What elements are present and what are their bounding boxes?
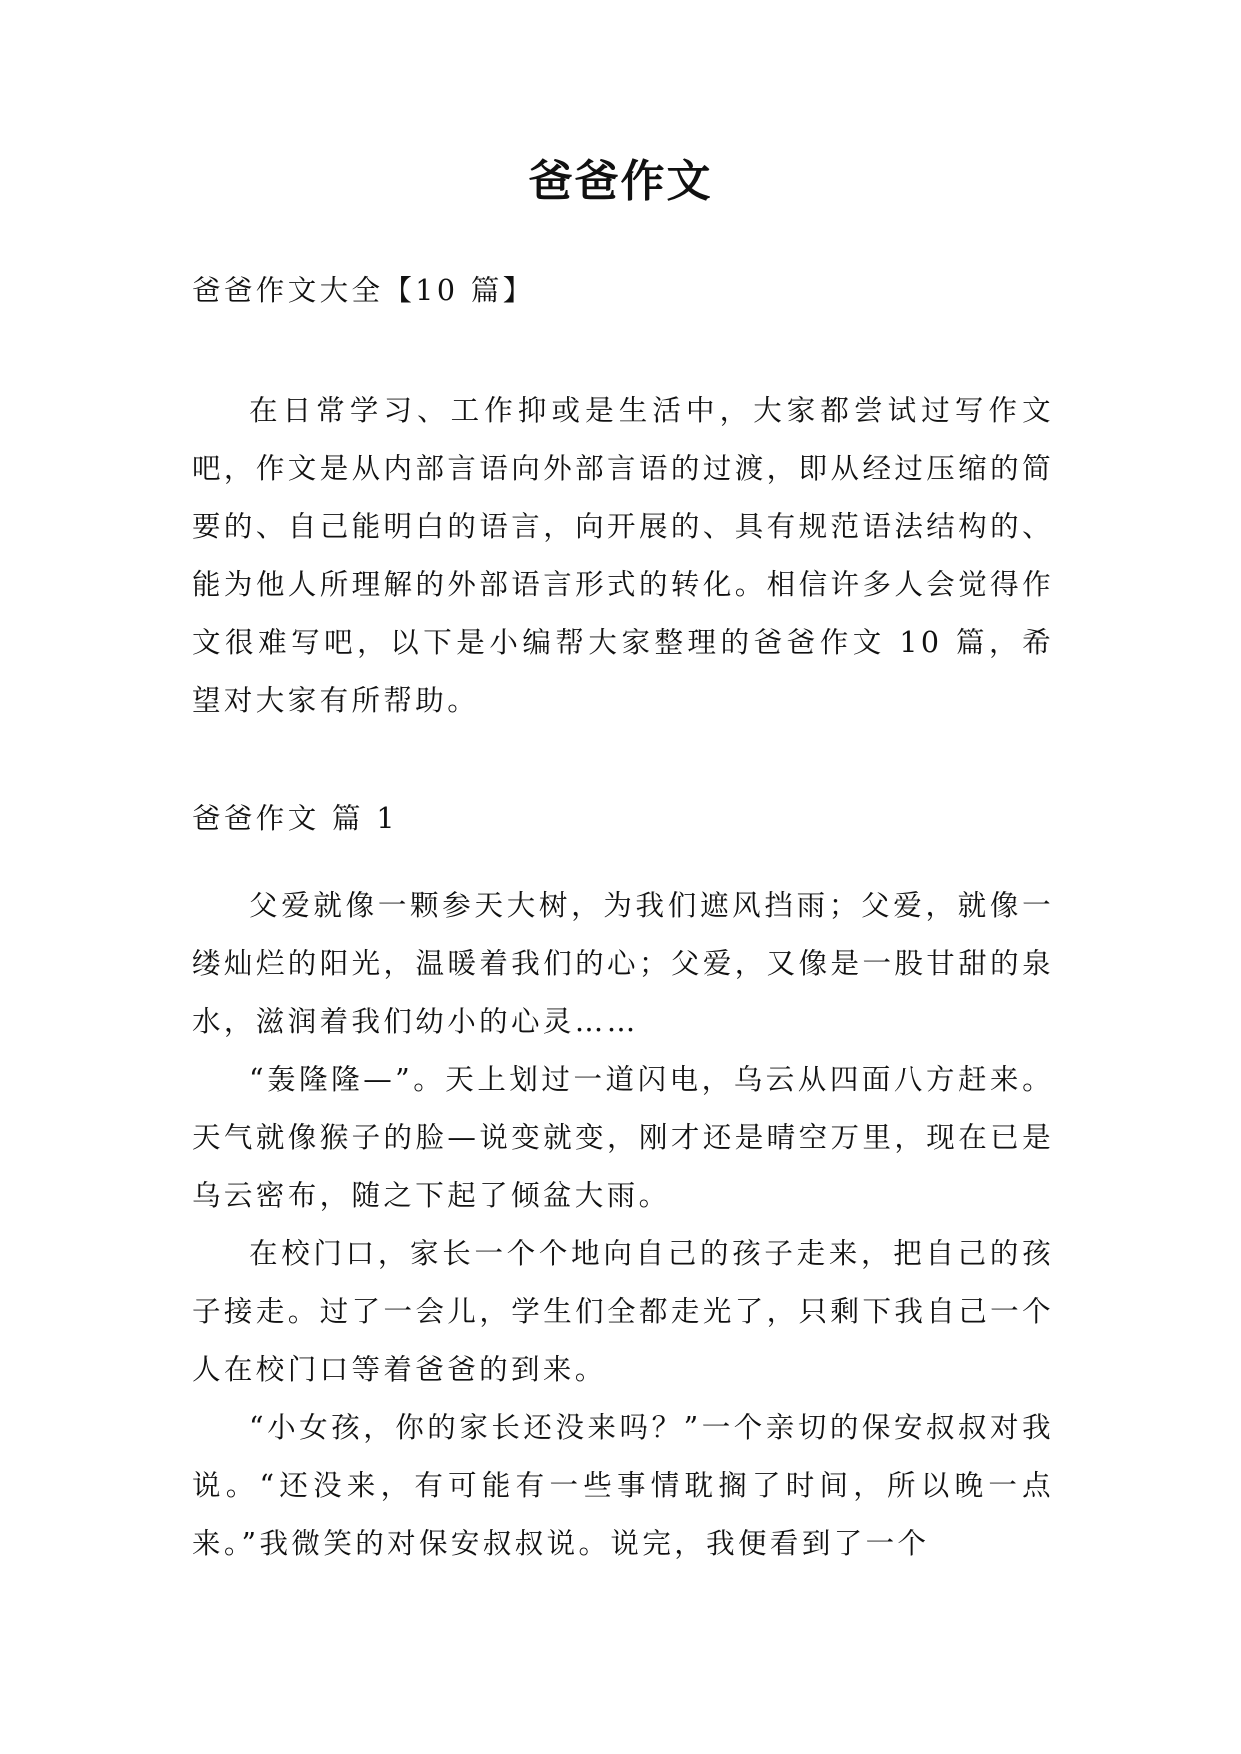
document-body xyxy=(192,262,1054,1573)
intro-paragraph: 在日常学习、工作抑或是生活中，大家都尝试过写作文吧，作文是从内部言语向外部言语的过渡，即从经过压缩的简要的、自己能明白的语言，向开展的、具有规范语法结构的、能为他人所理解的外部语言形式的转化。相信许多人会觉得作文很难写吧，以下是小编帮大家整理的爸爸作文 10 篇，希望对大家有所帮助。 xyxy=(192,394,1054,717)
section-heading: 爸爸作文 篇 1 xyxy=(192,802,398,835)
document-subtitle: 爸爸作文大全【10 篇】 xyxy=(192,274,535,307)
body-paragraph: “轰隆隆—”。天上划过一道闪电，乌云从四面八方赶来。天气就像猴子的脸—说变就变，刚才还是晴空万里，现在已是乌云密布，随之下起了倾盆大雨。 xyxy=(192,1062,1054,1212)
body-paragraph: “小女孩，你的家长还没来吗？”一个亲切的保安叔叔对我说。“还没来，有可能有一些事情耽搁了时间，所以晚一点来。”我微笑的对保安叔叔说。说完，我便看到了一个 xyxy=(192,1410,1054,1560)
body-paragraph: 父爱就像一颗参天大树，为我们遮风挡雨；父爱，就像一缕灿烂的阳光，温暖着我们的心；父爱，又像是一股甘甜的泉水，滋润着我们幼小的心灵…… xyxy=(192,888,1054,1038)
body-paragraph: 在校门口，家长一个个地向自己的孩子走来，把自己的孩子接走。过了一会儿，学生们全都走光了，只剩下我自己一个人在校门口等着爸爸的到来。 xyxy=(192,1236,1054,1386)
document-title: 爸爸作文 xyxy=(528,156,713,207)
